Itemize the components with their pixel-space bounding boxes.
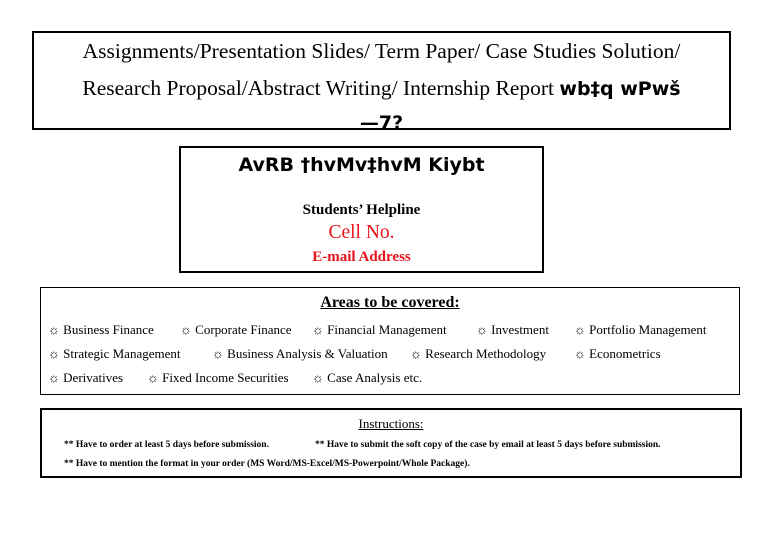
area-item-research-methodology: ☼ Research Methodology xyxy=(410,346,547,361)
area-item-fixed-income: ☼ Fixed Income Securities xyxy=(147,370,289,385)
area-item-derivatives: ☼ Derivatives xyxy=(48,370,124,385)
area-item-financial-management: ☼ Financial Management xyxy=(312,322,447,337)
area-item-econometrics: ☼ Econometrics xyxy=(574,346,661,361)
area-item-strategic-management: ☼ Strategic Management xyxy=(48,346,181,361)
area-item-investment: ☼ Investment xyxy=(476,322,549,337)
area-item-corporate-finance: ☼ Corporate Finance xyxy=(180,322,292,337)
contact-box xyxy=(179,146,544,273)
instructions-box xyxy=(40,408,742,478)
services-line-3: —7? xyxy=(359,112,404,130)
services-line-2 xyxy=(34,76,729,101)
areas-box xyxy=(40,287,740,395)
students-helpline: Students’ Helpline xyxy=(302,202,421,218)
instructions-heading: Instructions: xyxy=(358,416,424,431)
services-line-2-text: Research Proposal/Abstract Writing/ Internship Report xyxy=(82,76,560,100)
area-item-business-finance: ☼ Business Finance xyxy=(48,322,154,337)
instruction-note-soft-copy: ** Have to submit the soft copy of the case by email at least 5 days before submission. xyxy=(315,440,661,450)
area-item-business-analysis: ☼ Business Analysis & Valuation xyxy=(212,346,388,361)
instruction-note-order-days: ** Have to order at least 5 days before submission. xyxy=(64,440,269,450)
cell-number-label: Cell No. xyxy=(328,222,395,243)
area-item-case-analysis: ☼ Case Analysis etc. xyxy=(312,370,423,385)
area-item-portfolio-management: ☼ Portfolio Management xyxy=(574,322,707,337)
email-address-label: E-mail Address xyxy=(312,249,411,265)
services-header-box xyxy=(32,31,731,130)
areas-heading: Areas to be covered: xyxy=(320,294,460,311)
instruction-note-format: ** Have to mention the format in your order (MS Word/MS-Excel/MS-Powerpoint/Whole Package). xyxy=(64,459,470,469)
contact-title: AvRB †hvMv‡hvM Kiybt xyxy=(238,154,485,176)
services-line-1: Assignments/Presentation Slides/ Term Paper/ Case Studies Solution/ xyxy=(82,39,681,63)
services-line-2-bangla: wb‡q wPwš xyxy=(559,78,681,100)
